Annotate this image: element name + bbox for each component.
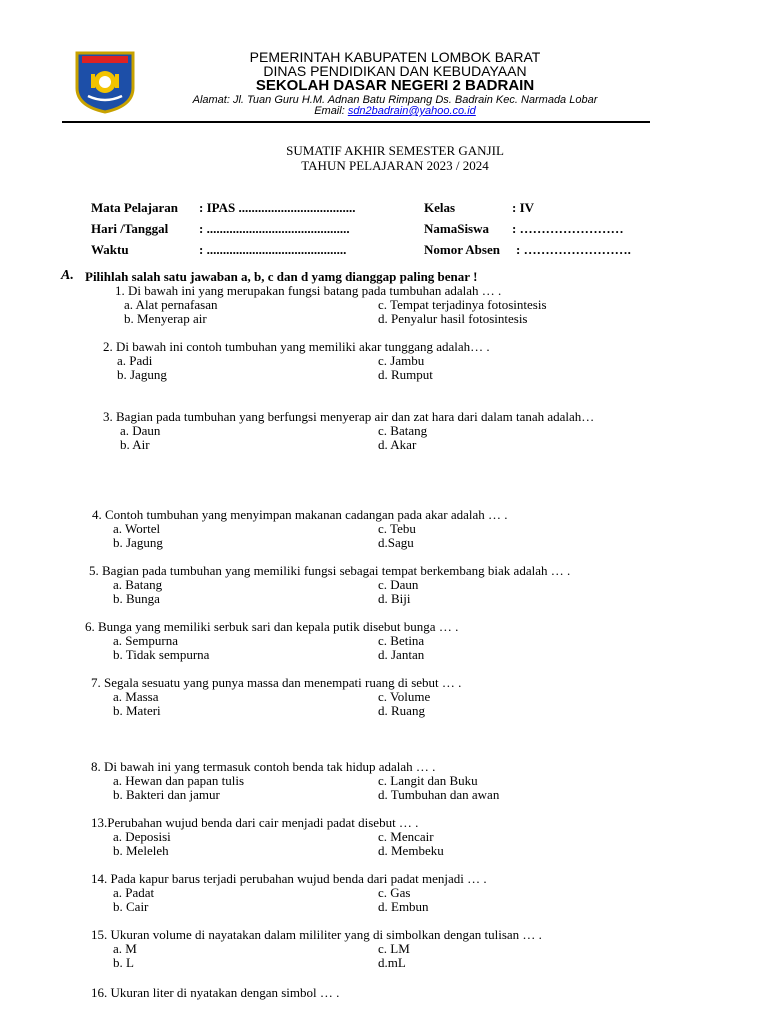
option-c: c. LM	[378, 941, 410, 956]
option-c: c. Volume	[378, 689, 431, 704]
question-text: 1. Di bawah ini yang merupakan fungsi batang pada tumbuhan adalah … .	[115, 283, 502, 298]
option-c: c. Jambu	[378, 353, 425, 368]
option-a: a. Massa	[113, 689, 159, 704]
kelas-label: Kelas	[424, 200, 456, 215]
question-text: 7. Segala sesuatu yang punya massa dan menempati ruang di sebut … .	[91, 675, 462, 690]
option-d: d. Rumput	[378, 367, 433, 382]
mapel-value: : IPAS ....................................	[199, 200, 356, 215]
nama-value: : ……………………	[512, 221, 624, 236]
option-a: a. Daun	[120, 423, 161, 438]
option-c: c. Langit dan Buku	[378, 773, 478, 788]
header-divider	[62, 121, 650, 123]
option-a: a. Deposisi	[113, 829, 171, 844]
exam-title: SUMATIF AKHIR SEMESTER GANJIL	[286, 143, 504, 158]
hari-value: : ............................................	[199, 221, 350, 236]
option-c: c. Daun	[378, 577, 419, 592]
option-c: c. Tebu	[378, 521, 416, 536]
question-text: 14. Pada kapur barus terjadi perubahan wujud benda dari padat menjadi … .	[91, 871, 487, 886]
option-d: d. Jantan	[378, 647, 425, 662]
option-c: c. Gas	[378, 885, 411, 900]
option-b: b. L	[113, 955, 134, 970]
option-b: b. Tidak sempurna	[113, 647, 210, 662]
question-text: 8. Di bawah ini yang termasuk contoh benda tak hidup adalah … .	[91, 759, 436, 774]
option-d: d. Akar	[378, 437, 417, 452]
option-d: d.mL	[378, 955, 406, 970]
kelas-value: : IV	[512, 200, 535, 215]
option-a: a. Padi	[117, 353, 153, 368]
option-b: b. Cair	[113, 899, 149, 914]
section-letter: A.	[61, 268, 74, 283]
question-text: 2. Di bawah ini contoh tumbuhan yang memiliki akar tunggang adalah… .	[103, 339, 490, 354]
absen-label: Nomor Absen	[424, 242, 500, 257]
exam-year: TAHUN PELAJARAN 2023 / 2024	[301, 158, 489, 173]
option-b: b. Air	[120, 437, 150, 452]
option-b: b. Jagung	[113, 535, 163, 550]
absen-value: : …………………….	[516, 242, 631, 257]
option-c: c. Mencair	[378, 829, 434, 844]
email-link[interactable]: sdn2badrain@yahoo.co.id	[347, 105, 476, 117]
school-address: Alamat: Jl. Tuan Guru H.M. Adnan Batu Rimpang Ds. Badrain Kec. Narmada Lobar	[192, 94, 598, 106]
option-a: a. M	[113, 941, 137, 956]
option-b: b. Materi	[113, 703, 161, 718]
header-line2: DINAS PENDIDIKAN DAN KEBUDAYAAN	[263, 63, 527, 79]
option-d: d. Membeku	[378, 843, 444, 858]
option-a: a. Batang	[113, 577, 163, 592]
school-name: SEKOLAH DASAR NEGERI 2 BADRAIN	[255, 77, 535, 94]
question-text: 16. Ukuran liter di nyatakan dengan simbol … .	[91, 985, 340, 1000]
hari-label: Hari /Tanggal	[91, 221, 169, 236]
option-d: d. Biji	[378, 591, 411, 606]
option-c: c. Betina	[378, 633, 425, 648]
option-a: a. Wortel	[113, 521, 161, 536]
waktu-label: Waktu	[91, 242, 129, 257]
question-text: 15. Ukuran volume di nayatakan dalam mililiter yang di simbolkan dengan tulisan … .	[91, 927, 542, 942]
school-email-line	[0, 105, 768, 117]
option-b: b. Jagung	[117, 367, 167, 382]
option-c: c. Batang	[378, 423, 428, 438]
option-a: a. Hewan dan papan tulis	[113, 773, 245, 788]
option-d: d. Tumbuhan dan awan	[378, 787, 500, 802]
email-label: Email:	[314, 105, 345, 117]
question-text: 5. Bagian pada tumbuhan yang memiliki fungsi sebagai tempat berkembang biak adalah … .	[89, 563, 571, 578]
mapel-label: Mata Pelajaran	[91, 200, 179, 215]
question-text: 4. Contoh tumbuhan yang menyimpan makanan cadangan pada akar adalah … .	[92, 507, 508, 522]
option-c: c. Tempat terjadinya fotosintesis	[378, 297, 547, 312]
section-instruction: Pilihlah salah satu jawaban a, b, c dan d yamg dianggap paling benar !	[85, 269, 478, 284]
option-d: d. Ruang	[378, 703, 425, 718]
header-line1: PEMERINTAH KABUPATEN LOMBOK BARAT	[249, 49, 541, 65]
option-b: b. Bunga	[113, 591, 160, 606]
option-b: b. Meleleh	[113, 843, 169, 858]
option-d: d. Penyalur hasil fotosintesis	[378, 311, 528, 326]
option-a: a. Sempurna	[113, 633, 178, 648]
option-a: a. Alat pernafasan	[124, 297, 218, 312]
question-text: 3. Bagian pada tumbuhan yang berfungsi menyerap air dan zat hara dari dalam tanah adalah…	[103, 409, 595, 424]
waktu-value: : ...........................................	[199, 242, 347, 257]
option-d: d. Embun	[378, 899, 429, 914]
option-b: b. Menyerap air	[124, 311, 207, 326]
option-a: a. Padat	[113, 885, 155, 900]
question-text: 6. Bunga yang memiliki serbuk sari dan kepala putik disebut bunga … .	[85, 619, 459, 634]
option-b: b. Bakteri dan jamur	[113, 787, 220, 802]
nama-label: NamaSiswa	[424, 221, 490, 236]
question-text: 13.Perubahan wujud benda dari cair menjadi padat disebut … .	[91, 815, 419, 830]
option-d: d.Sagu	[378, 535, 414, 550]
